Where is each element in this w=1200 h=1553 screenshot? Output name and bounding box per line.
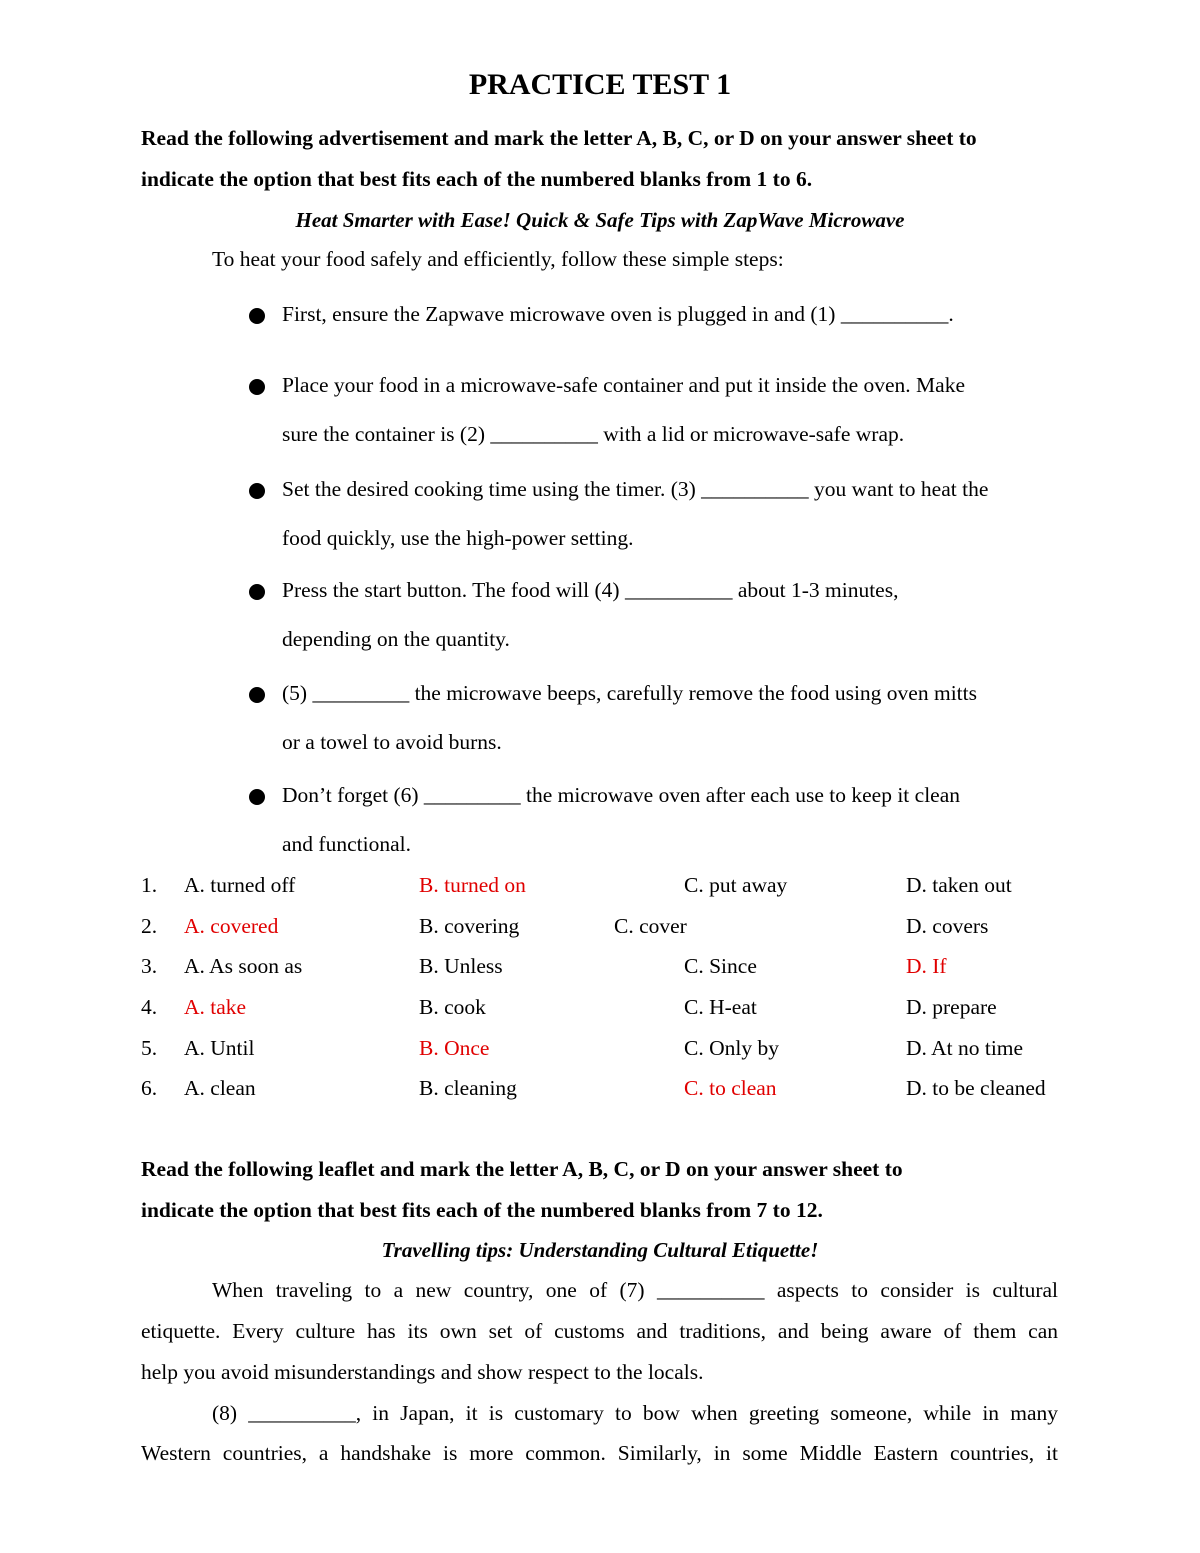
question-number: 3. — [141, 954, 158, 978]
advertisement-intro: To heat your food safely and efficiently, follow these simple steps: — [212, 247, 784, 271]
answer-option: D. At no time — [906, 1036, 1024, 1060]
answer-option-correct: B. turned on — [419, 873, 526, 897]
answer-option-correct: C. to clean — [684, 1076, 777, 1100]
answer-option: B. covering — [419, 914, 520, 938]
bullet-dot — [249, 483, 265, 499]
question-number: 5. — [141, 1036, 158, 1060]
bullet-text-line: food quickly, use the high-power setting. — [282, 526, 634, 550]
section2-instruction-line1: Read the following leaflet and mark the letter A, B, C, or D on your answer sheet to — [141, 1157, 903, 1181]
answer-option: B. cook — [419, 995, 486, 1019]
section2-instruction-line2: indicate the option that best fits each of the numbered blanks from 7 to 12. — [141, 1198, 823, 1222]
answer-option: D. covers — [906, 914, 989, 938]
question-number: 2. — [141, 914, 158, 938]
leaflet-paragraph1-line2: etiquette. Every culture has its own set of customs and traditions, and being aware of them can — [141, 1319, 1058, 1343]
bullet-dot — [249, 308, 265, 324]
bullet-text-line: First, ensure the Zapwave microwave oven is plugged in and (1) __________. — [282, 302, 954, 326]
answer-option: B. Unless — [419, 954, 503, 978]
answer-option: C. Since — [684, 954, 757, 978]
answer-option-correct: D. If — [906, 954, 947, 978]
answer-option: C. put away — [684, 873, 788, 897]
bullet-text-line: and functional. — [282, 832, 411, 856]
advertisement-title: Heat Smarter with Ease! Quick & Safe Tips with ZapWave Microwave — [295, 208, 905, 232]
question-number: 1. — [141, 873, 158, 897]
bullet-dot — [249, 789, 265, 805]
question-number: 6. — [141, 1076, 158, 1100]
bullet-text-line: or a towel to avoid burns. — [282, 730, 502, 754]
answer-option-correct: A. covered — [184, 914, 279, 938]
answer-option: D. taken out — [906, 873, 1012, 897]
answer-option-correct: B. Once — [419, 1036, 490, 1060]
bullet-dot — [249, 687, 265, 703]
bullet-text-line: Don’t forget (6) _________ the microwave oven after each use to keep it clean — [282, 783, 961, 807]
bullet-dot — [249, 379, 265, 395]
leaflet-paragraph2-line1: (8) __________, in Japan, it is customary to bow when greeting someone, while in many — [212, 1401, 1058, 1425]
question-number: 4. — [141, 995, 158, 1019]
leaflet-title: Travelling tips: Understanding Cultural Etiquette! — [381, 1238, 819, 1262]
answer-option: A. turned off — [184, 873, 296, 897]
leaflet-paragraph1-line1: When traveling to a new country, one of (7) __________ aspects to consider is cultural — [212, 1278, 1058, 1302]
bullet-dot — [249, 584, 265, 600]
answer-option-correct: A. take — [184, 995, 247, 1019]
leaflet-paragraph1-line3: help you avoid misunderstandings and show respect to the locals. — [141, 1360, 704, 1384]
bullet-text-line: (5) _________ the microwave beeps, carefully remove the food using oven mitts — [282, 681, 977, 705]
leaflet-paragraph2-line2: Western countries, a handshake is more common. Similarly, in some Middle Eastern countries, it — [141, 1441, 1058, 1465]
bullet-text-line: Place your food in a microwave-safe container and put it inside the oven. Make — [282, 373, 965, 397]
section1-instruction-line1: Read the following advertisement and mark the letter A, B, C, or D on your answer sheet to — [141, 126, 977, 150]
answer-option: C. cover — [614, 914, 687, 938]
answer-option: A. clean — [184, 1076, 256, 1100]
bullet-text-line: depending on the quantity. — [282, 627, 510, 651]
answer-option: A. As soon as — [184, 954, 303, 978]
bullet-text-line: Press the start button. The food will (4) __________ about 1-3 minutes, — [282, 578, 899, 602]
bullet-text-line: sure the container is (2) __________ with a lid or microwave-safe wrap. — [282, 422, 905, 446]
section1-instruction-line2: indicate the option that best fits each of the numbered blanks from 1 to 6. — [141, 167, 813, 191]
answer-option: C. H-eat — [684, 995, 757, 1019]
answer-option: A. Until — [184, 1036, 255, 1060]
answer-option: C. Only by — [684, 1036, 779, 1060]
bullet-text-line: Set the desired cooking time using the timer. (3) __________ you want to heat the — [282, 477, 989, 501]
answer-option: B. cleaning — [419, 1076, 517, 1100]
page-title: PRACTICE TEST 1 — [468, 68, 732, 101]
answer-option: D. prepare — [906, 995, 997, 1019]
answer-option: D. to be cleaned — [906, 1076, 1046, 1100]
